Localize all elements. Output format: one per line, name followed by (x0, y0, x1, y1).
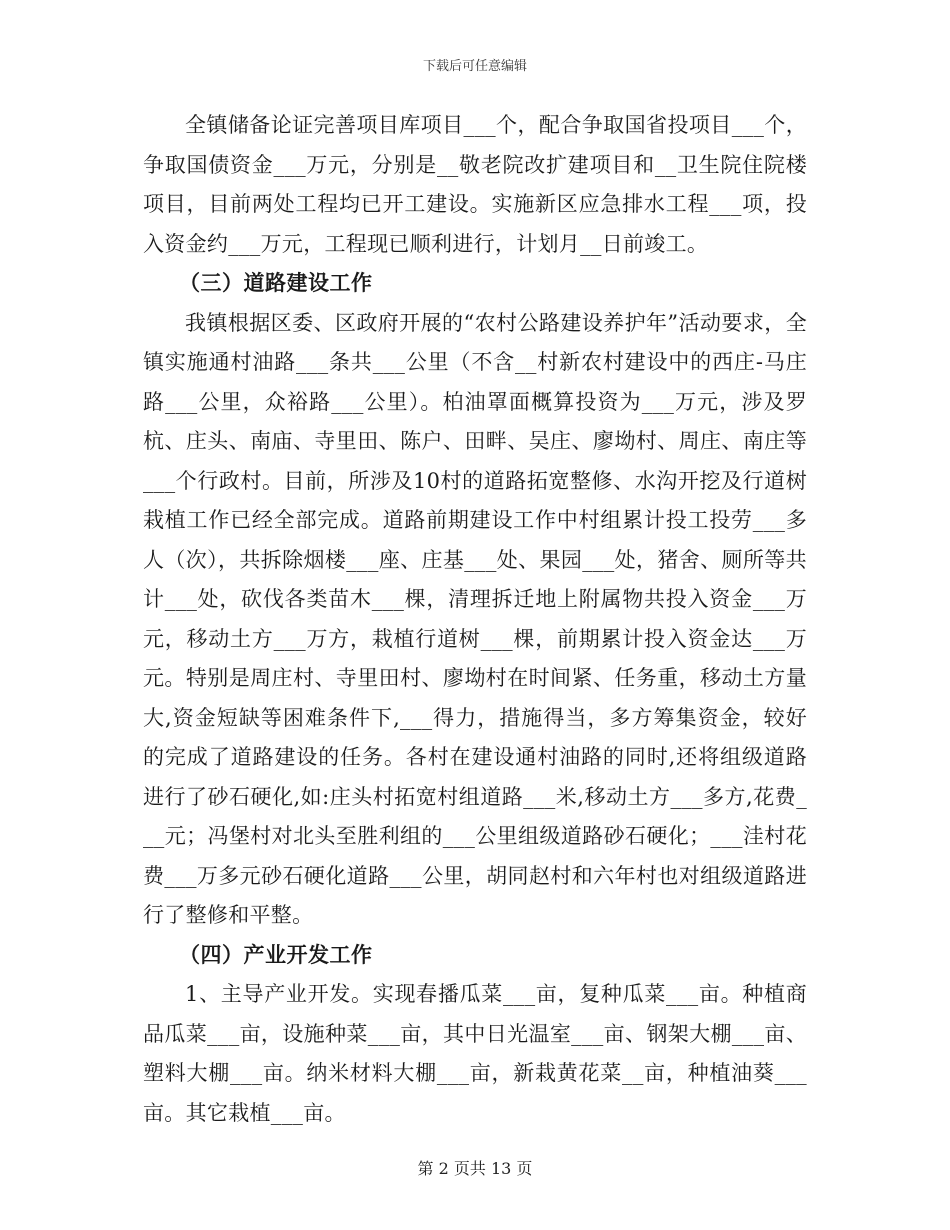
paragraph-project-library: 全镇储备论证完善项目库项目___个，配合争取国省投项目___个，争取国债资金___万元，分别是__敬老院改扩建项目和__卫生院住院楼项目，目前两处工程均已开工建设。实施新区应急排水工程___项，投入资金约___万元，工程现已顺利进行，计划月__日前竣工。 (143, 113, 807, 256)
section-heading-road-construction: （三）道路建设工作 (179, 271, 373, 295)
document-body (143, 106, 807, 1133)
page-header: 下载后可任意编辑 (422, 59, 527, 74)
page-number: 第 2 页共 13 页 (417, 1159, 533, 1178)
section-heading-industry-development: （四）产业开发工作 (179, 942, 373, 967)
paragraph-leading-industry: 1、主导产业开发。实现春播瓜菜___亩，复种瓜菜___亩。种植商品瓜菜___亩，设施种菜___亩，其中日光温室___亩、钢架大棚___亩、塑料大棚___亩。纳米材料大棚___亩，新栽黄花菜__亩，种植油葵___亩。其它栽植___亩。 (143, 982, 807, 1125)
paragraph-road-construction: 我镇根据区委、区政府开展的“农村公路建设养护年”活动要求，全镇实施通村油路___条共___公里（不含__村新农村建设中的西庄-马庄路___公里，众裕路___公里）。柏油罩面概算投资为___万元，涉及罗杭、庄头、南庙、寺里田、陈户、田畔、吴庄、廖坳村、周庄、南庄等___个行政村。目前，所涉及10村的道路拓宽整修、水沟开挖及行道树栽植工作已经全部完成。道路前期建设工作中村组累计投工投劳___多人（次），共拆除烟楼___座、庄基___处、果园___处，猪舍、厕所等共计___处，砍伐各类苗木___棵，清理拆迁地上附属物共投入资金___万元，移动土方___万方，栽植行道树___棵，前期累计投入资金达___万元。特别是周庄村、寺里田村、廖坳村在时间紧、任务重，移动土方量大,资金短缺等困难条件下,___得力，措施得当，多方筹集资金，较好的完成了道路建设的任务。各村在建设通村油路的同时,还将组级道路进行了砂石硬化,如:庄头村拓宽村组道路___米,移动土方___多方,花费___元；冯堡村对北头至胜利组的___公里组级道路砂石硬化；___洼村花费___万多元砂石硬化道路___公里，胡同赵村和六年村也对组级道路进行了整修和平整。 (143, 310, 807, 927)
